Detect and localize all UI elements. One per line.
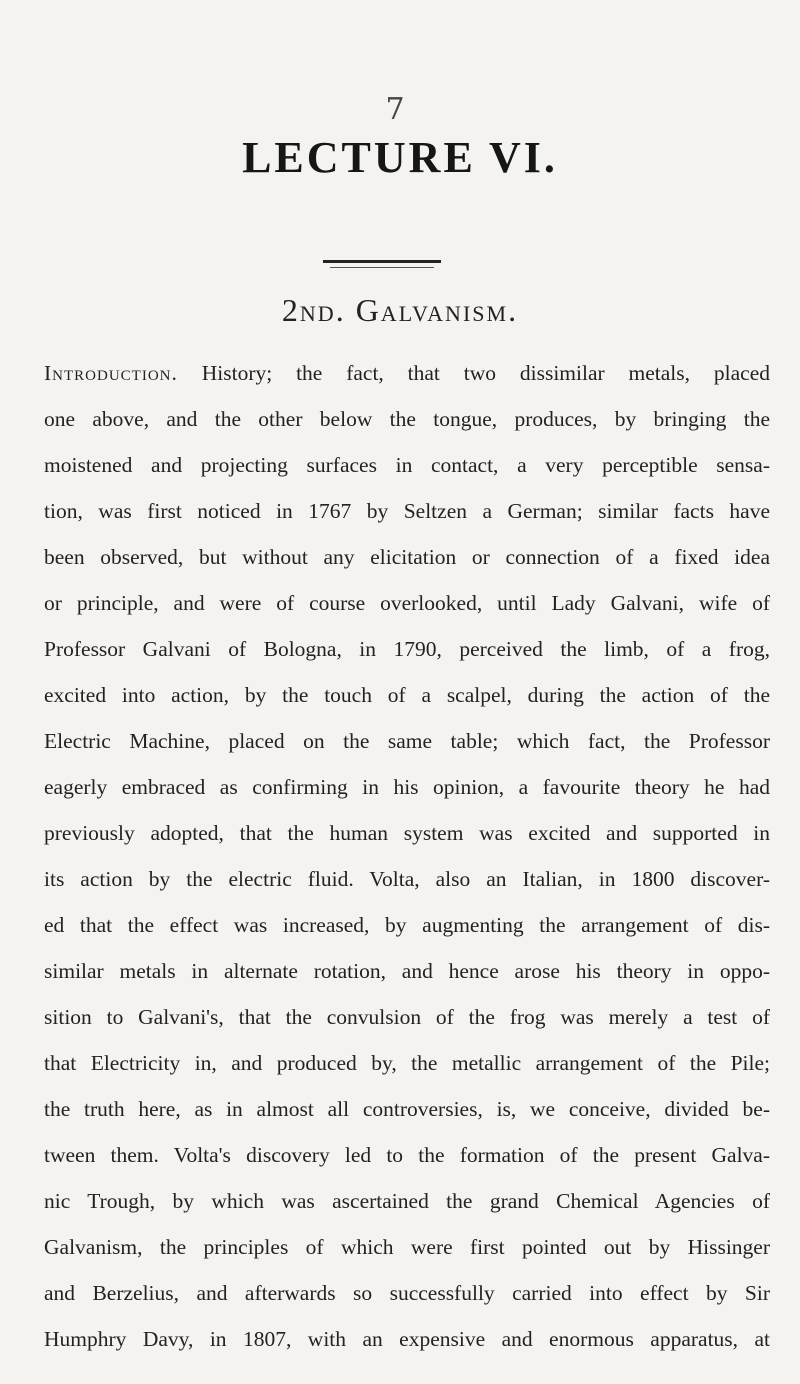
body-line: moistened and projecting surfaces in contact, a very perceptible sensa- (44, 453, 770, 477)
body-line: the truth here, as in almost all controversies, is, we conceive, divided be- (44, 1097, 770, 1121)
body-line: Humphry Davy, in 1807, with an expensive and enormous apparatus, at (44, 1327, 770, 1351)
lecture-title: LECTURE VI. (242, 133, 558, 182)
body-line: previously adopted, that the human system was excited and supported in (44, 821, 770, 845)
section-subtitle: 2nd. Galvanism. (281, 292, 519, 328)
body-paragraph (44, 350, 770, 1362)
body-line: been observed, but without any elicitation or connection of a fixed idea (44, 545, 770, 569)
body-line: excited into action, by the touch of a scalpel, during the action of the (44, 683, 770, 707)
title-rule-thick (323, 260, 441, 263)
body-line: tion, was first noticed in 1767 by Seltzen a German; similar facts have (44, 499, 770, 523)
body-line: its action by the electric fluid. Volta, also an Italian, in 1800 discover- (44, 867, 770, 891)
body-line: tween them. Volta's discovery led to the formation of the present Galva- (44, 1143, 770, 1167)
body-line: and Berzelius, and afterwards so successfully carried into effect by Sir (44, 1281, 770, 1305)
body-line: one above, and the other below the tongue, produces, by bringing the (44, 407, 770, 431)
body-line: eagerly embraced as confirming in his opinion, a favourite theory he had (44, 775, 770, 799)
body-line: that Electricity in, and produced by, the metallic arrangement of the Pile; (44, 1051, 770, 1075)
body-line-text: History; the fact, that two dissimilar metals, placed (177, 361, 770, 385)
page-number: 7 (385, 92, 405, 127)
section-lead-in: Introduction. (44, 361, 178, 385)
body-line: Electric Machine, placed on the same table; which fact, the Professor (44, 729, 770, 753)
body-line: or principle, and were of course overlooked, until Lady Galvani, wife of (44, 591, 770, 615)
body-line: Professor Galvani of Bologna, in 1790, perceived the limb, of a frog, (44, 637, 770, 661)
body-line: nic Trough, by which was ascertained the grand Chemical Agencies of (44, 1189, 770, 1213)
title-rule-thin (330, 267, 434, 268)
body-line: ed that the effect was increased, by augmenting the arrangement of dis- (44, 913, 770, 937)
body-line: similar metals in alternate rotation, and hence arose his theory in oppo- (44, 959, 770, 983)
body-line: sition to Galvani's, that the convulsion of the frog was merely a test of (44, 1005, 770, 1029)
body-line (44, 350, 770, 396)
body-line: Galvanism, the principles of which were first pointed out by Hissinger (44, 1235, 770, 1259)
